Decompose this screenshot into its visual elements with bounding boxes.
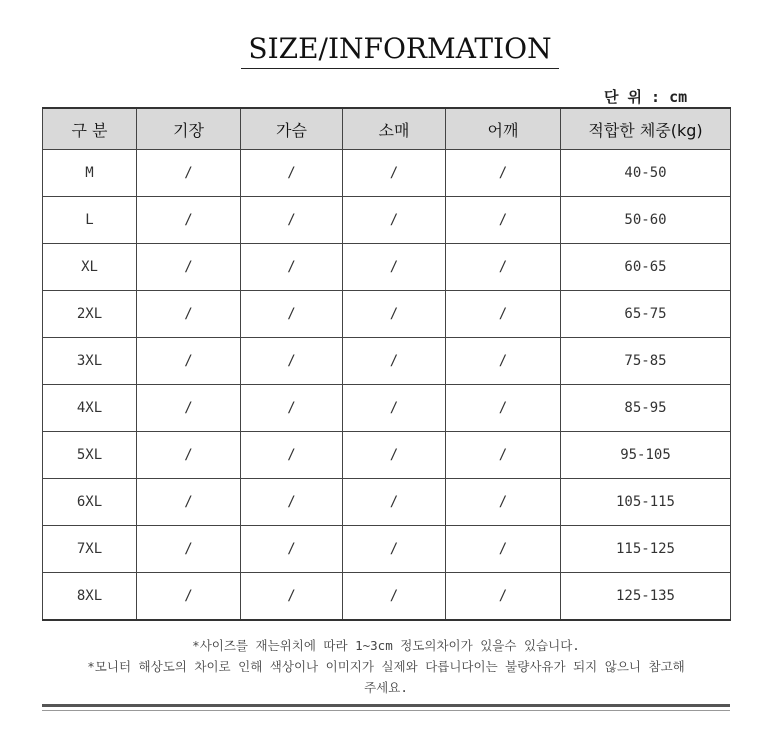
table-cell: /: [241, 338, 343, 385]
table-cell: 85-95: [561, 385, 731, 432]
table-cell: /: [446, 573, 561, 621]
table-cell: /: [446, 244, 561, 291]
table-cell: /: [241, 385, 343, 432]
bottom-divider: [42, 704, 730, 707]
table-cell: /: [241, 291, 343, 338]
table-cell: /: [446, 338, 561, 385]
table-cell: /: [343, 244, 446, 291]
table-cell: /: [446, 479, 561, 526]
note-measurement: *사이즈를 재는위치에 따라 1~3cm 정도의차이가 있을수 있습니다.: [192, 638, 580, 653]
table-cell: /: [343, 197, 446, 244]
table-cell: /: [241, 479, 343, 526]
table-cell: /: [343, 150, 446, 197]
table-cell: /: [137, 197, 241, 244]
table-row: [43, 432, 731, 479]
table-cell: /: [446, 197, 561, 244]
table-cell: 4XL: [43, 385, 137, 432]
table-cell: 75-85: [561, 338, 731, 385]
table-cell: M: [43, 150, 137, 197]
page-title: SIZE/INFORMATION: [241, 30, 559, 69]
table-cell: /: [137, 573, 241, 621]
bottom-divider-thin: [42, 710, 730, 711]
header-sleeve: 소매: [343, 108, 446, 150]
table-cell: 5XL: [43, 432, 137, 479]
table-cell: 2XL: [43, 291, 137, 338]
table-cell: /: [343, 385, 446, 432]
table-cell: /: [137, 526, 241, 573]
header-length: 기장: [137, 108, 241, 150]
table-cell: /: [241, 150, 343, 197]
table-cell: 7XL: [43, 526, 137, 573]
table-row: [43, 150, 731, 197]
table-row: [43, 526, 731, 573]
table-cell: /: [241, 526, 343, 573]
unit-label: 단 위 : cm: [604, 88, 688, 106]
header-shoulder: 어깨: [446, 108, 561, 150]
table-cell: /: [343, 573, 446, 621]
table-row: [43, 244, 731, 291]
table-cell: 115-125: [561, 526, 731, 573]
header-weight: 적합한 체중(kg): [561, 108, 731, 150]
table-cell: /: [137, 479, 241, 526]
table-cell: 65-75: [561, 291, 731, 338]
table-cell: /: [343, 432, 446, 479]
header-chest: 가슴: [241, 108, 343, 150]
table-cell: /: [343, 291, 446, 338]
table-cell: /: [137, 291, 241, 338]
table-cell: /: [446, 291, 561, 338]
table-row: [43, 197, 731, 244]
note-monitor-continued: 주세요.: [364, 680, 408, 695]
table-cell: /: [343, 479, 446, 526]
table-cell: /: [446, 150, 561, 197]
table-cell: /: [446, 526, 561, 573]
table-cell: 125-135: [561, 573, 731, 621]
table-row: [43, 479, 731, 526]
table-cell: /: [137, 385, 241, 432]
table-cell: /: [446, 385, 561, 432]
header-size: 구 분: [43, 108, 137, 150]
table-cell: 50-60: [561, 197, 731, 244]
table-cell: /: [446, 432, 561, 479]
table-cell: 60-65: [561, 244, 731, 291]
note-monitor: *모니터 해상도의 차이로 인해 색상이나 이미지가 실제와 다릅니다이는 불량사유가 되지 않으니 참고해: [87, 659, 685, 674]
table-cell: XL: [43, 244, 137, 291]
table-cell: 6XL: [43, 479, 137, 526]
table-cell: /: [137, 338, 241, 385]
table-cell: /: [137, 432, 241, 479]
table-cell: /: [241, 244, 343, 291]
size-notes: [42, 635, 730, 698]
table-header-row: [43, 108, 731, 150]
table-cell: 105-115: [561, 479, 731, 526]
table-cell: /: [241, 197, 343, 244]
table-cell: 3XL: [43, 338, 137, 385]
table-cell: 8XL: [43, 573, 137, 621]
table-row: [43, 338, 731, 385]
table-cell: 40-50: [561, 150, 731, 197]
table-row: [43, 385, 731, 432]
table-cell: /: [241, 432, 343, 479]
table-cell: /: [137, 150, 241, 197]
table-cell: L: [43, 197, 137, 244]
size-table: [42, 107, 731, 621]
table-cell: /: [343, 338, 446, 385]
table-cell: /: [137, 244, 241, 291]
table-cell: 95-105: [561, 432, 731, 479]
table-cell: /: [241, 573, 343, 621]
table-row: [43, 573, 731, 621]
table-row: [43, 291, 731, 338]
table-cell: /: [343, 526, 446, 573]
